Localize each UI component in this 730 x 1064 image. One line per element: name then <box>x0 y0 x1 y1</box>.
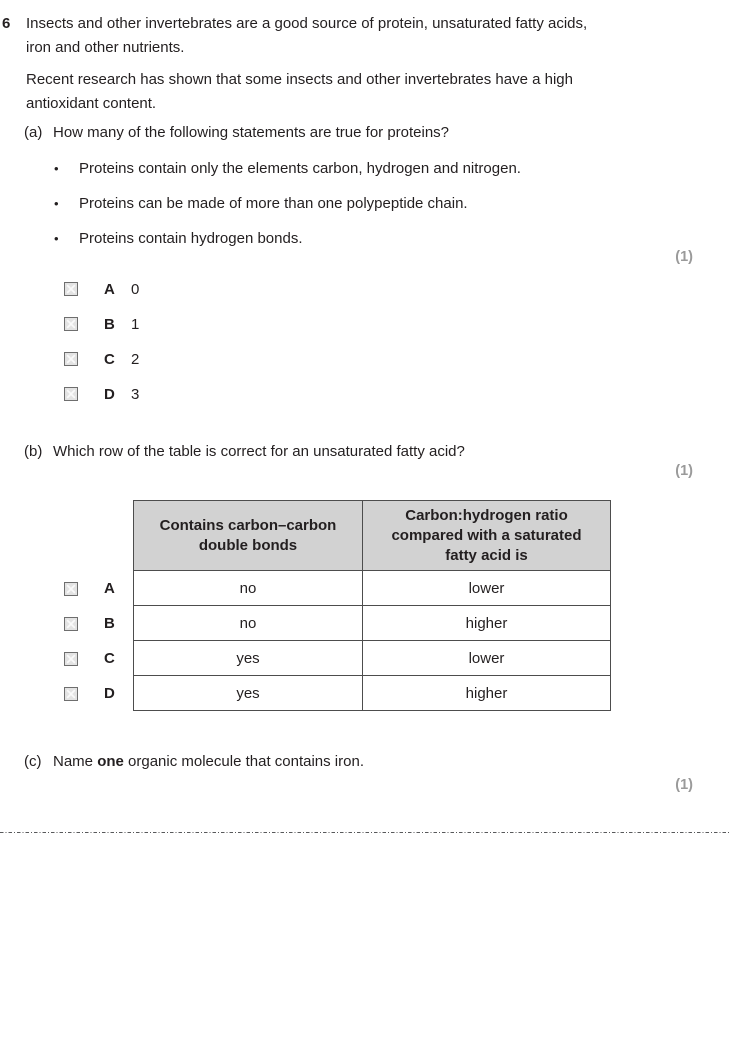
cross-icon <box>65 317 77 331</box>
cell-ratio-a: lower <box>363 571 611 606</box>
cross-icon <box>65 387 77 401</box>
part-a-question <box>24 124 449 141</box>
cell-double-bonds-b: no <box>134 606 363 641</box>
statement-text: Proteins contain only the elements carbon, hydrogen and nitrogen. <box>79 160 521 177</box>
intro-paragraph <box>26 12 587 60</box>
marks-badge-a: (1) <box>675 249 693 265</box>
part-c-label: (c) <box>24 753 42 770</box>
answer-checkbox-c[interactable] <box>64 352 78 366</box>
table-row <box>134 571 611 606</box>
part-c-prompt-suffix: organic molecule that contains iron. <box>123 753 364 770</box>
intro-line-2: iron and other nutrients. <box>26 39 185 56</box>
table-option-row-c <box>64 641 117 676</box>
intro-line-1: Insects and other invertebrates are a good source of protein, unsaturated fatty acids, <box>26 15 588 32</box>
statement-text: Proteins contain hydrogen bonds. <box>79 230 303 247</box>
cell-double-bonds-c: yes <box>134 641 363 676</box>
table-header-double-bonds: Contains carbon–carbon double bonds <box>134 501 363 571</box>
cross-icon <box>65 582 77 596</box>
part-c-question <box>24 753 364 770</box>
option-letter: A <box>104 580 115 597</box>
option-letter: C <box>104 350 115 368</box>
cross-icon <box>65 352 77 366</box>
cross-icon <box>65 687 77 701</box>
research-line-1: Recent research has shown that some insects and other invertebrates have a high <box>26 71 573 88</box>
answer-checkbox-d[interactable] <box>64 387 78 401</box>
research-paragraph <box>26 68 573 116</box>
cell-ratio-b: higher <box>363 606 611 641</box>
answer-checkbox-table-d[interactable] <box>64 687 78 701</box>
statement-item <box>54 159 521 179</box>
table-header-ratio: Carbon:hydrogen ratio compared with a saturated fatty acid is <box>363 501 611 571</box>
option-value: 3 <box>131 385 140 403</box>
cell-ratio-d: higher <box>363 676 611 711</box>
statement-text: Proteins can be made of more than one polypeptide chain. <box>79 195 468 212</box>
answer-checkbox-table-b[interactable] <box>64 617 78 631</box>
option-value: 0 <box>131 280 140 298</box>
cross-icon <box>65 617 77 631</box>
option-letter: D <box>104 385 115 403</box>
part-c-prompt-bold: one <box>97 753 124 770</box>
bullet-icon: • <box>54 231 59 246</box>
part-a-prompt: How many of the following statements are true for proteins? <box>53 124 450 141</box>
option-row-d <box>64 383 139 405</box>
cross-icon <box>65 282 77 296</box>
option-row-b <box>64 313 139 335</box>
marks-badge-b: (1) <box>675 463 693 479</box>
part-b-question <box>24 443 465 460</box>
option-letter: D <box>104 685 115 702</box>
fatty-acid-table <box>133 500 611 711</box>
table-row <box>134 641 611 676</box>
answer-line[interactable] <box>0 832 730 833</box>
table-row <box>134 676 611 711</box>
cell-double-bonds-a: no <box>134 571 363 606</box>
table-header-row <box>134 501 611 571</box>
table-option-row-b <box>64 606 117 641</box>
option-letter: B <box>104 315 115 333</box>
statement-item <box>54 194 468 214</box>
answer-checkbox-table-c[interactable] <box>64 652 78 666</box>
answer-checkbox-b[interactable] <box>64 317 78 331</box>
table-row <box>134 606 611 641</box>
cross-icon <box>65 652 77 666</box>
option-row-a <box>64 278 139 300</box>
answer-checkbox-table-a[interactable] <box>64 582 78 596</box>
table-option-row-d <box>64 676 117 711</box>
part-c-prompt-prefix: Name <box>53 753 98 770</box>
option-letter: A <box>104 280 115 298</box>
bullet-icon: • <box>54 161 59 176</box>
question-number: 6 <box>2 15 11 32</box>
answer-checkbox-a[interactable] <box>64 282 78 296</box>
cell-double-bonds-d: yes <box>134 676 363 711</box>
option-letter: B <box>104 615 115 632</box>
marks-badge-c: (1) <box>675 777 693 793</box>
option-value: 1 <box>131 315 140 333</box>
part-a-label: (a) <box>24 124 43 141</box>
option-letter: C <box>104 650 115 667</box>
statement-item <box>54 229 302 249</box>
part-c-prompt <box>53 753 364 770</box>
table-option-row-a <box>64 571 117 606</box>
research-line-2: antioxidant content. <box>26 95 157 112</box>
cell-ratio-c: lower <box>363 641 611 676</box>
option-value: 2 <box>131 350 140 368</box>
part-b-prompt: Which row of the table is correct for an unsaturated fatty acid? <box>53 443 465 460</box>
option-row-c <box>64 348 139 370</box>
bullet-icon: • <box>54 196 59 211</box>
part-b-label: (b) <box>24 443 43 460</box>
